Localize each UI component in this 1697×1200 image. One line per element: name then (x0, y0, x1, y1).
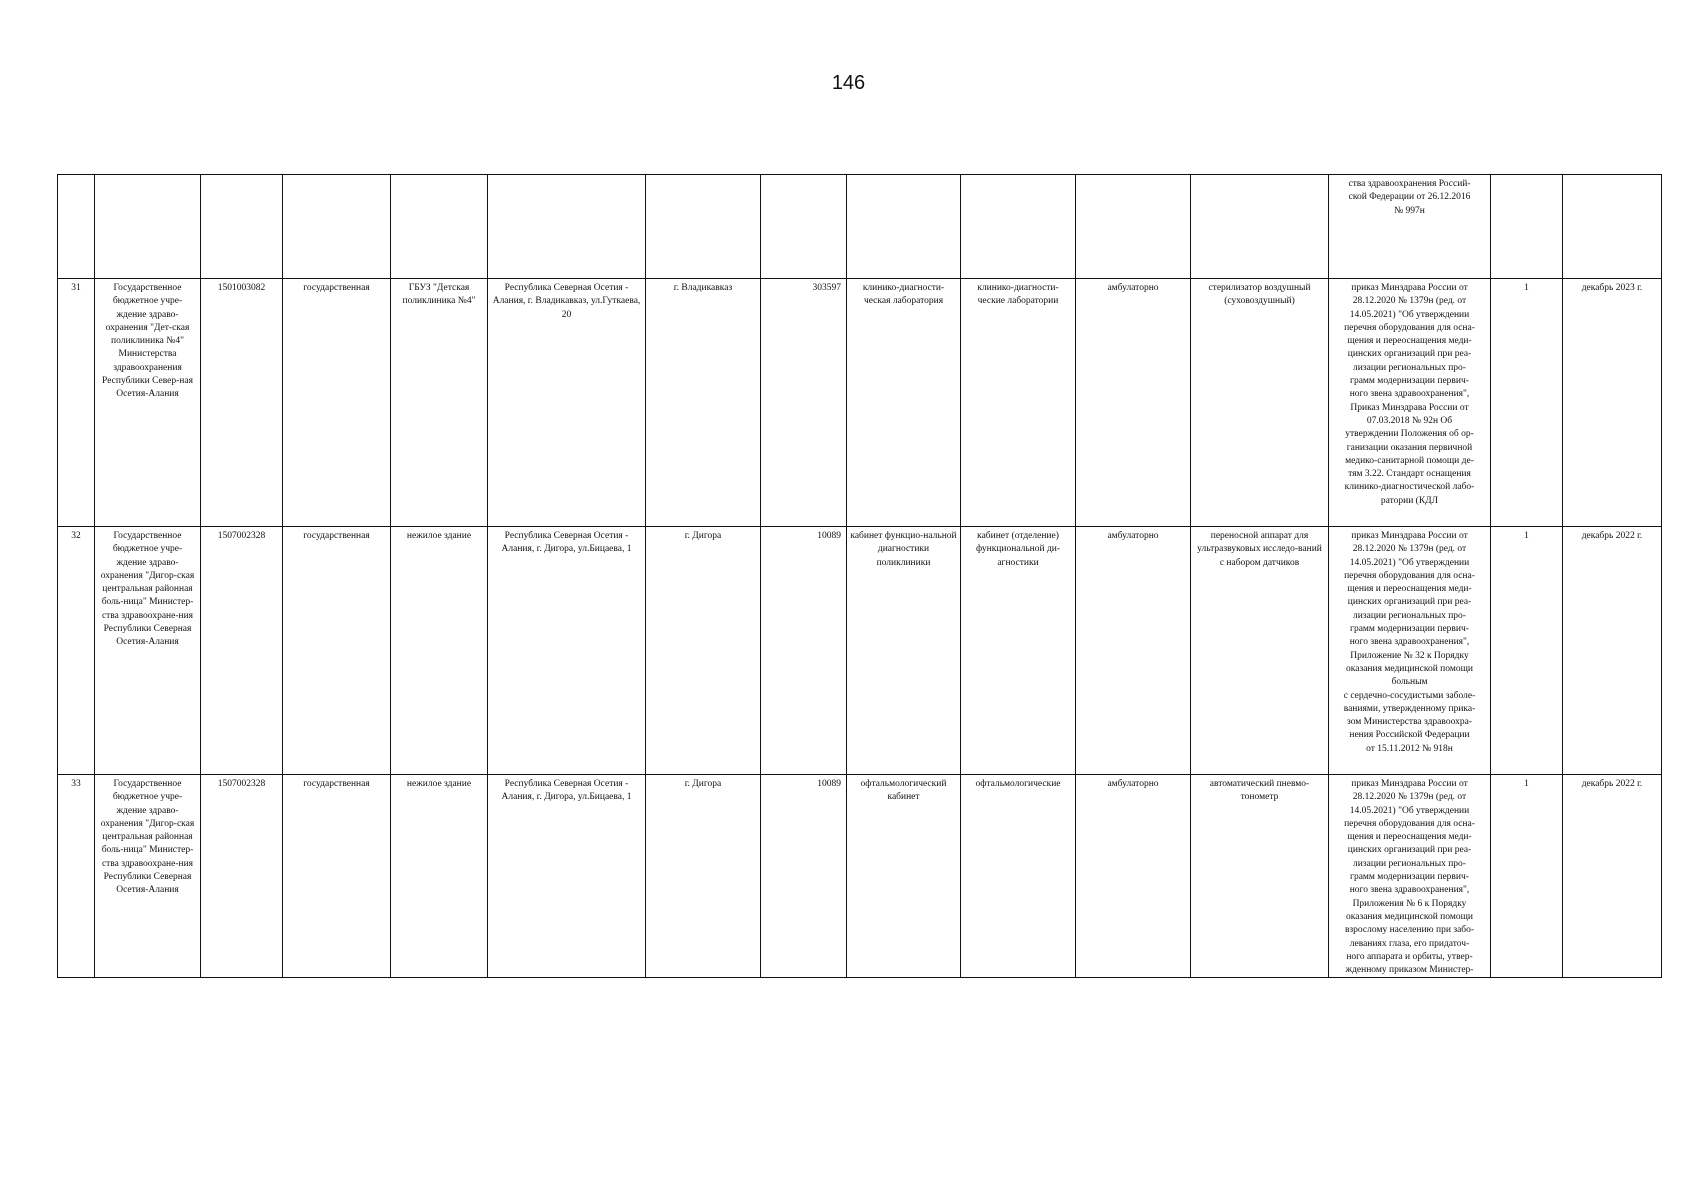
cell-inn: 1507002328 (201, 527, 283, 775)
cell-organization: Государственное бюджетное учре-ждение здраво-охранения "Дет-ская поликлиника №4" Министерства здравоохранения Республики Север-ная Осетия-Алания (95, 279, 201, 527)
cell-inn: 1501003082 (201, 279, 283, 527)
cell-empty (1076, 175, 1191, 279)
cell-unit: офтальмологический кабинет (847, 775, 961, 978)
cell-equipment: автоматический пневмо-тонометр (1191, 775, 1329, 978)
table-row-continued (58, 175, 1662, 279)
cell-regulation (1329, 527, 1491, 775)
cell-building: нежилое здание (391, 775, 488, 978)
cell-organization: Государственное бюджетное учре-ждение здраво-охранения "Дигор-ская центральная районная боль-ница" Министер-ства здравоохране-ния Республики Северная Осетия-Алания (95, 775, 201, 978)
cell-empty (646, 175, 761, 279)
cell-equipment: переносной аппарат для ультразвуковых исследо-ваний с набором датчиков (1191, 527, 1329, 775)
cell-quantity: 1 (1491, 279, 1563, 527)
cell-unit: кабинет функцио-нальной диагностики поликлиники (847, 527, 961, 775)
cell-empty (847, 175, 961, 279)
cell-empty (283, 175, 391, 279)
cell-row-number: 32 (58, 527, 95, 775)
cell-ownership: государственная (283, 527, 391, 775)
cell-city: г. Дигора (646, 527, 761, 775)
cell-empty (1491, 175, 1563, 279)
cell-empty (761, 175, 847, 279)
cell-population: 303597 (761, 279, 847, 527)
cell-city: г. Дигора (646, 775, 761, 978)
equipment-table (57, 174, 1662, 978)
cell-empty (391, 175, 488, 279)
cell-ownership: государственная (283, 775, 391, 978)
table-row (58, 775, 1662, 978)
cell-population: 10089 (761, 527, 847, 775)
cell-equipment: стерилизатор воздушный (суховоздушный) (1191, 279, 1329, 527)
regulation-text: приказ Минздрава России от 28.12.2020 № 1379н (ред. от 14.05.2021) "Об утверждении перечня оборудования для осна- щения и переоснащения меди- цинских организаций при реа- лизации региональных про- грамм модернизации первич- ного звена здравоохранения", Приложение № 32 к Порядку оказания медицинской помощи больным с сердечно-сосудистыми заболе- ваниями, утвержденному прика- зом Министерства здравоохра- нения Российской Федерации от 15.11.2012 № 918н (1343, 531, 1476, 754)
cell-empty (1563, 175, 1662, 279)
cell-ownership: государственная (283, 279, 391, 527)
cell-empty (961, 175, 1076, 279)
cell-empty (58, 175, 95, 279)
cell-empty (95, 175, 201, 279)
cell-building: ГБУЗ "Детская поликлиника №4" (391, 279, 488, 527)
cell-empty (201, 175, 283, 279)
table-row (58, 279, 1662, 527)
cell-address: Республика Северная Осетия - Алания, г. Дигора, ул.Бицаева, 1 (488, 527, 646, 775)
cell-department: кабинет (отделение) функциональной ди-агностики (961, 527, 1076, 775)
cell-building: нежилое здание (391, 527, 488, 775)
cell-department: офтальмологические (961, 775, 1076, 978)
cell-row-number: 33 (58, 775, 95, 978)
cell-quantity: 1 (1491, 775, 1563, 978)
cell-deadline: декабрь 2022 г. (1563, 527, 1662, 775)
cell-city: г. Владикавказ (646, 279, 761, 527)
cell-address: Республика Северная Осетия - Алания, г. Владикавказ, ул.Гуткаева, 20 (488, 279, 646, 527)
regulation-text: приказ Минздрава России от 28.12.2020 № 1379н (ред. от 14.05.2021) "Об утверждении перечня оборудования для осна- щения и переоснащения меди- цинских организаций при реа- лизации региональных про- грамм модернизации первич- ного звена здравоохранения", Приложения № 6 к Порядку оказания медицинской помощи взрослому населению при забо- леваниях глаза, его придаточ- ного аппарата и орбиты, утвер- жденному приказом Министер- (1344, 779, 1475, 976)
page-number: 146 (831, 72, 866, 94)
cell-population: 10089 (761, 775, 847, 978)
cell-care-condition: амбулаторно (1076, 775, 1191, 978)
table-row (58, 527, 1662, 775)
cell-empty (488, 175, 646, 279)
cell-address: Республика Северная Осетия - Алания, г. Дигора, ул.Бицаева, 1 (488, 775, 646, 978)
cell-deadline: декабрь 2022 г. (1563, 775, 1662, 978)
cell-care-condition: амбулаторно (1076, 527, 1191, 775)
cell-empty (1191, 175, 1329, 279)
cell-care-condition: амбулаторно (1076, 279, 1191, 527)
regulation-text: приказ Минздрава России от 28.12.2020 № 1379н (ред. от 14.05.2021) "Об утверждении перечня оборудования для осна- щения и переоснащения меди- цинских организаций при реа- лизации региональных про- грамм модернизации первич- ного звена здравоохранения", Приказ Минздрава России от 07.03.2018 № 92н Об утверждении Положения об ор- ганизации оказания первичной медико-санитарной помощи де- тям 3.22. Стандарт оснащения клинико-диагностической лабо- ратории (КДЛ (1344, 283, 1475, 506)
cell-regulation (1329, 279, 1491, 527)
regulation-text: ства здравоохранения Россий- ской Федерации от 26.12.2016 № 997н (1348, 179, 1471, 216)
cell-inn: 1507002328 (201, 775, 283, 978)
cell-department: клинико-диагности-ческие лаборатории (961, 279, 1076, 527)
cell-quantity: 1 (1491, 527, 1563, 775)
cell-row-number: 31 (58, 279, 95, 527)
cell-regulation (1329, 175, 1491, 279)
cell-unit: клинико-диагности-ческая лаборатория (847, 279, 961, 527)
cell-regulation (1329, 775, 1491, 978)
cell-deadline: декабрь 2023 г. (1563, 279, 1662, 527)
cell-organization: Государственное бюджетное учре-ждение здраво-охранения "Дигор-ская центральная районная боль-ница" Министер-ства здравоохране-ния Республики Северная Осетия-Алания (95, 527, 201, 775)
